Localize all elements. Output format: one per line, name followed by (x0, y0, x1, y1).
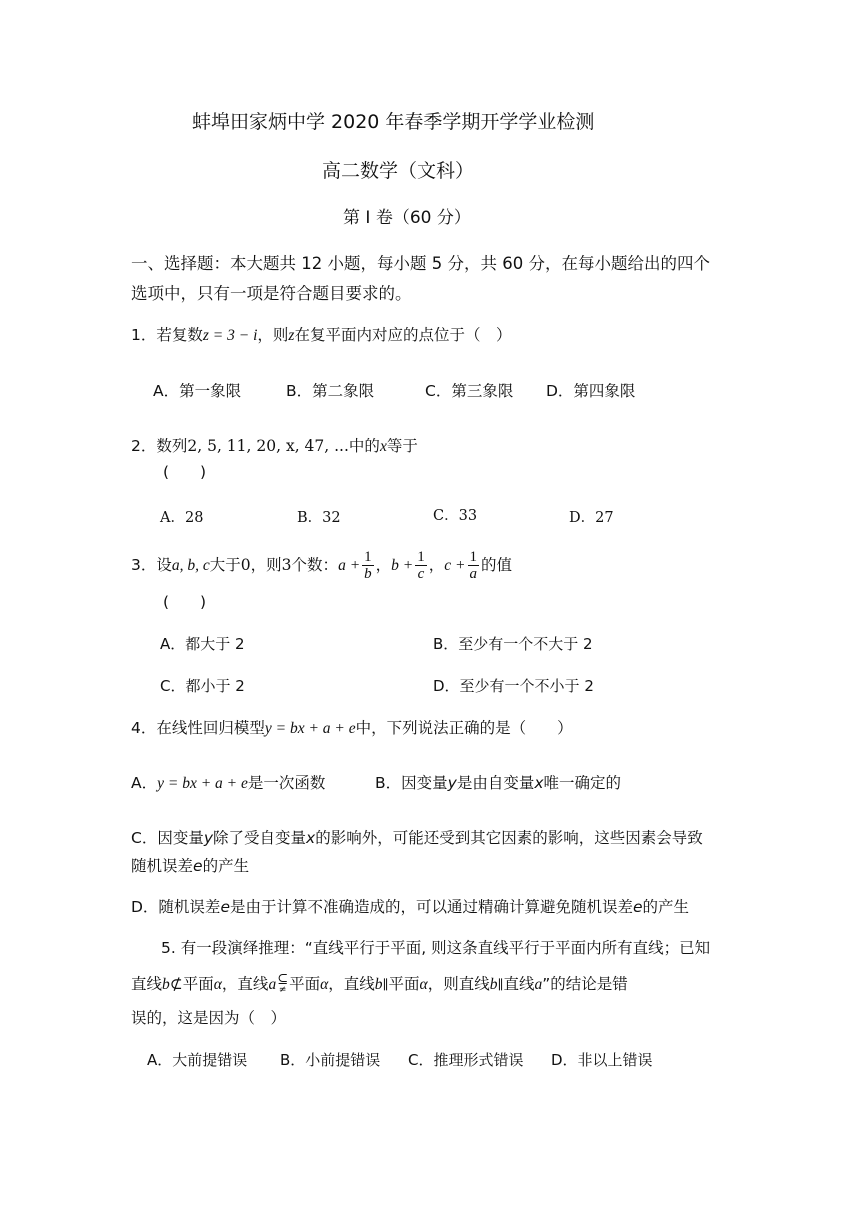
q3-option-d: D．至少有一个不小于 2 (433, 677, 594, 695)
q2-option-d: D．27 (569, 510, 614, 526)
q4-optB-x: x (534, 774, 544, 792)
q5-not-subset-symbol: ⊄ (169, 975, 183, 993)
q5-l2-f: ，直线 (328, 975, 375, 993)
q3-term2-num: 1 (417, 549, 425, 565)
q4-optC-line2-pre: 随机误差 (131, 857, 194, 875)
question-1 (131, 325, 511, 346)
volume-heading: 第 I 卷（60 分） (343, 208, 471, 228)
q5-l2-alpha: α (213, 976, 222, 993)
q3-prefix: 3．设 (131, 556, 172, 574)
q3-middle1: 大于 (209, 556, 241, 574)
q4-optC-line2-end: 的产生 (202, 857, 250, 875)
q3-term3-base: c + (444, 557, 466, 574)
q4-optA-formula: y = bx + a + e (157, 775, 248, 792)
q1-var: z (288, 327, 295, 344)
q4-optC-e: e (193, 857, 203, 875)
q3-term3-den: a (469, 566, 477, 582)
q1-option-b: B．第二象限 (286, 382, 375, 400)
q5-line2 (131, 970, 628, 1000)
q3-term2-base: b + (391, 557, 414, 574)
q4-suffix: 中，下列说法正确的是（ ） (355, 719, 573, 737)
q5-l2-b3: b (489, 976, 498, 993)
q3-term3-fraction (468, 549, 480, 582)
q3-paren: ( ) (163, 593, 207, 611)
q5-parallel-symbol-2: ∥ (497, 978, 504, 993)
question-2 (131, 436, 418, 457)
q5-line1: 5. 有一段演绎推理：“直线平行于平面, 则这条直线平行于平面内所有直线；已知 (161, 939, 711, 957)
q1-suffix: 在复平面内对应的点位于（ ） (294, 326, 512, 344)
q5-l2-a: 直线 (131, 975, 163, 993)
q2-option-b: B．32 (297, 510, 341, 526)
q4-option-b (375, 773, 621, 793)
q2-paren: ( ) (163, 463, 207, 481)
q5-l2-alpha3: α (419, 976, 428, 993)
q3-zero: 0 (240, 556, 251, 574)
q5-l2-b2: b (374, 976, 383, 993)
q5-l2-h: ，则直线 (427, 975, 490, 993)
q3-three: 3 (281, 556, 292, 574)
q5-l2-alpha2: α (320, 976, 329, 993)
q1-formula: z = 3 − i (202, 327, 258, 344)
q5-not-equal: ≠ (278, 984, 287, 995)
q4-option-c-line1 (131, 828, 703, 848)
q4-optD-end: 的产生 (642, 898, 690, 916)
q5-subset-symbol (277, 971, 289, 995)
q3-term1-base: a + (338, 557, 361, 574)
q5-l2-i: 直线 (503, 975, 535, 993)
q3-option-a: A．都大于 2 (160, 635, 245, 653)
q1-middle: ，则 (257, 326, 289, 344)
q2-option-a: A．28 (160, 510, 204, 526)
q1-prefix: 1．若复数 (131, 326, 203, 344)
q5-l2-j: ”的结论是错 (542, 975, 628, 993)
q5-l2-g: 平面 (388, 975, 420, 993)
q5-option-a: A．大前提错误 (147, 1051, 248, 1069)
q4-optB-pre: B．因变量 (375, 774, 448, 792)
q4-optD-e2: e (633, 898, 643, 916)
q3-term3-num: 1 (469, 549, 477, 565)
q5-l2-a3: a (534, 976, 543, 993)
q2-var: x (379, 438, 387, 455)
q5-parallel-symbol: ∥ (382, 978, 389, 993)
q5-option-b: B．小前提错误 (280, 1051, 381, 1069)
q1-option-c: C．第三象限 (425, 382, 514, 400)
q2-option-c: C．33 (433, 508, 478, 524)
q4-optC-y: y (203, 829, 214, 847)
q3-term1-num: 1 (364, 549, 372, 565)
q5-l2-d: ，直线 (221, 975, 269, 993)
q4-optD-mid: 是由于计算不准确造成的，可以通过精确计算避免随机误差 (229, 898, 633, 916)
exam-title: 蚌埠田家炳中学 2020 年春季学期开学学业检测 (192, 111, 595, 133)
q5-l2-e: 平面 (289, 975, 321, 993)
q4-optB-mid: 是由自变量 (456, 774, 535, 792)
q4-option-a (131, 773, 325, 794)
q3-sep2: ， (428, 556, 445, 574)
q5-line3: 误的，这是因为（ ） (131, 1009, 287, 1027)
q5-l2-c: 平面 (182, 975, 214, 993)
q5-subset: ⊆ (277, 971, 289, 987)
q4-prefix: 4．在线性回归模型 (131, 719, 265, 737)
q4-option-c-line2 (131, 856, 249, 876)
q3-option-c: C．都小于 2 (160, 677, 245, 695)
q3-middle2: ，则 (250, 556, 282, 574)
q3-vars: a, b, c (171, 557, 210, 574)
question-3 (131, 547, 512, 584)
q1-option-d: D．第四象限 (546, 382, 636, 400)
q4-optC-mid: 除了受自变量 (213, 829, 307, 847)
q5-option-d: D．非以上错误 (551, 1051, 653, 1069)
q3-term1-fraction (362, 549, 374, 582)
q5-option-c: C．推理形式错误 (408, 1051, 524, 1069)
q2-prefix: 2．数列 (131, 437, 188, 455)
q4-optD-e1: e (220, 898, 230, 916)
section-instructions-line2: 选项中，只有一项是符合题目要求的。 (131, 284, 412, 303)
q2-middle: 中的 (348, 437, 380, 455)
q3-term2-fraction (415, 549, 427, 582)
q4-formula: y = bx + a + e (264, 720, 356, 737)
q4-option-d (131, 897, 689, 917)
q2-suffix: 等于 (386, 437, 418, 455)
q4-optC-pre: C．因变量 (131, 829, 204, 847)
q5-l2-b: b (162, 976, 170, 993)
q3-suffix: 的值 (481, 556, 513, 574)
q3-term1-den: b (364, 566, 372, 582)
q2-formula: 2, 5, 11, 20, x, 47, ... (187, 437, 349, 455)
q3-middle3: 个数： (291, 556, 339, 574)
q4-optC-end: 的影响外，可能还受到其它因素的影响，这些因素会导致 (315, 829, 703, 847)
q4-optD-pre: D．随机误差 (131, 898, 221, 916)
q4-optA-text: 是一次函数 (247, 774, 326, 792)
q1-option-a: A．第一象限 (153, 382, 242, 400)
q4-optB-y: y (447, 774, 457, 792)
q5-l2-a2: a (268, 976, 277, 993)
section-instructions-line1: 一、选择题：本大题共 12 小题，每小题 5 分，共 60 分，在每小题给出的四个 (131, 254, 710, 273)
q3-option-b: B．至少有一个不大于 2 (433, 635, 593, 653)
q4-optA-label: A． (131, 774, 158, 792)
q3-sep1: ， (375, 556, 392, 574)
q4-optB-end: 唯一确定的 (543, 774, 622, 792)
q3-term2-den: c (417, 566, 425, 582)
q4-optC-x: x (306, 829, 316, 847)
exam-subject: 高二数学（文科） (322, 160, 475, 182)
question-4 (131, 718, 573, 739)
